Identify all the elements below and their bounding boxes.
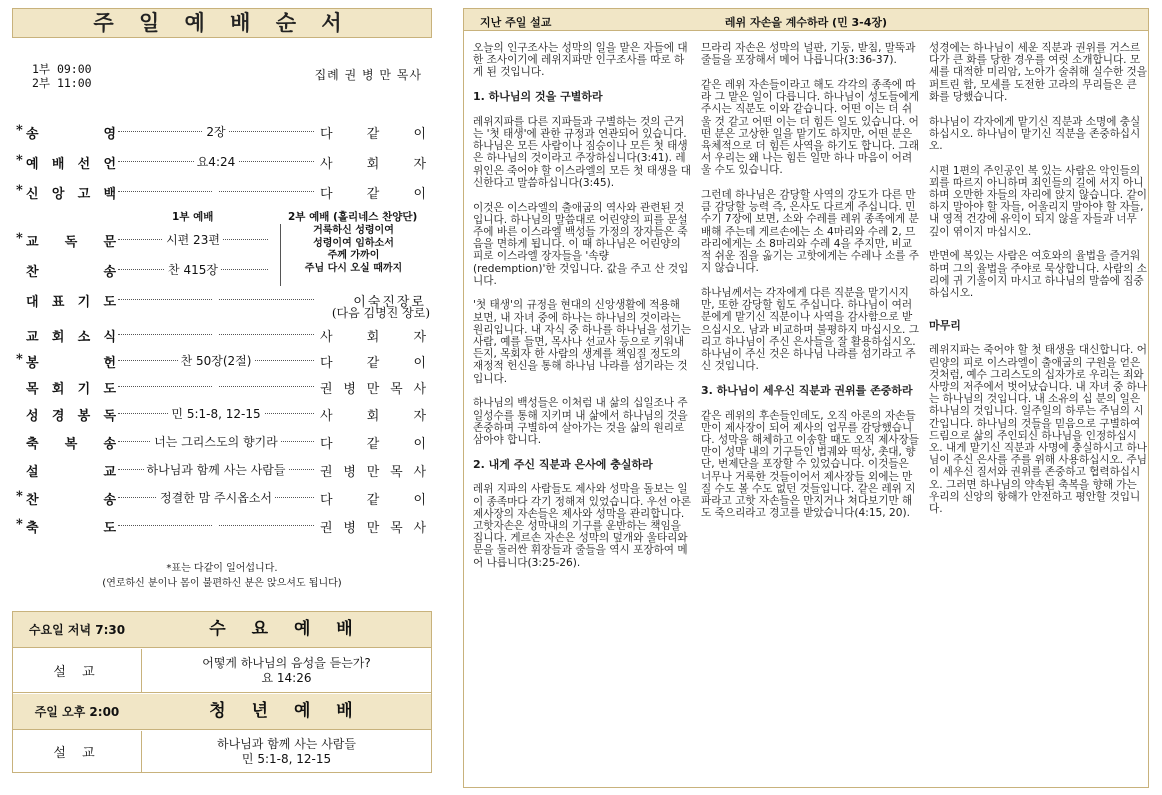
order-item-content — [213, 378, 219, 392]
standing-mark: * — [16, 489, 23, 504]
worship-order-panel — [12, 8, 432, 788]
order-row — [12, 121, 432, 143]
order-item-person: 권 병 만 목 사 — [320, 521, 426, 536]
order-item-person: 다 같 이 — [320, 187, 426, 202]
standing-mark: * — [16, 123, 23, 138]
sermon-paragraph: 시편 1편의 주인공인 복 있는 사람은 악인들의 꾀를 따르지 아니하며 죄인들의 길에 서지 아니하며 오만한 자들의 자리에 앉지 않습니다. 같이 하지 말아야 할 자들, 어울리지 말아야 할 자들, 내 영적 건강에 유익이 되지 않을 자들과 너무 깊이 엮이지 마십시오. — [929, 164, 1148, 238]
order-item-content: 시편 23편 — [163, 233, 223, 247]
order-row — [12, 431, 432, 453]
youth-service-name: 청 년 예 배 — [209, 701, 363, 721]
sermon-paragraph: 레위 지파의 사람들도 제사와 성막을 돌보는 일이 종족마다 각기 정해져 있었습니다. 우선 아론 제사장의 자손들은 제사와 성막을 관리합니다. 고핫자손은 성막내의 기구를 운반하는 책임을 집니다. 게르손 자손은 성막의 덮개와 울타리와 문을 둘러싼 휘장들과 줄들을 역시 포장하여 메어 나릅니다(3:25-26). — [473, 483, 692, 569]
second-service-label: 2부 예배 (홀리네스 찬양단) — [288, 211, 418, 223]
youth-sermon-label: 설 교 — [53, 746, 101, 761]
order-item-content: 민 5:1-8, 12-15 — [168, 407, 263, 421]
youth-sermon-title: 하나님과 함께 사는 사람들 — [217, 736, 356, 751]
order-item-content: 2장 — [203, 125, 228, 139]
sermon-paragraph: 같은 레위 자손들이라고 해도 각각의 종족에 따라 그 맡은 일이 다릅니다. 하나님이 성도들에게 주시는 직분도 이와 같습니다. 어떤 이는 더 쉬울 것 같고 어떤 이는 더 힘든 일도 있습니다. 어떤 분은 고상한 일을 맡기도 하지만, 어떤 분은 육체적으로 더 힘든 사역을 하기도 합니다. 그래서 우리는 왜 나는 힘든 일만 하나 마음이 어려울 수도 있습니다. — [701, 78, 920, 177]
order-item-content: 찬 415장 — [165, 263, 221, 277]
standing-mark: * — [16, 517, 23, 532]
sermon-paragraph: 성경에는 하나님이 세운 직분과 권위를 거스르다가 큰 화를 당한 경우를 여럿 소개합니다. 모세를 대적한 미리암, 노아가 술취해 실수한 것을 퍼트린 함, 모세를 도전한 고라의 무리들은 큰 화를 당했습니다. — [929, 42, 1148, 103]
order-item-person: 사 회 자 — [320, 330, 426, 345]
youth-time: 주일 오후 2:00 — [34, 705, 120, 719]
order-row — [12, 181, 432, 203]
sermon-paragraph: 하나님께서는 각자에게 다른 직분을 맡기시지만, 또한 감당할 힘도 주십니다. 하나님이 여러분에게 맡기신 직분이나 사역을 감사함으로 받으십시오. 남과 비교하며 불평하지 마십시오. 그리고 하나님이 주신 은사들을 잘 활용하십시오. 하나님이 주신 것은 하나님 나라를 섬기라고 주신 것입니다. — [701, 286, 920, 373]
footnote-stand: *표는 다같이 일어섭니다. — [166, 563, 278, 574]
sermon-paragraph: '첫 태생'의 규정을 현대의 신앙생활에 적용해 보면, 내 자녀 중에 하나는 하나님의 것이라는 원리입니다. 내 자식 중 하나를 하나님을 섬기는 사람, 예를 들면, 목사나 선교사 등으로 키워내든지, 목회자 한 사람의 생계를 책임질 정도의 재정적 헌신을 통해 하나님 나라를 섬기라는 것입니다. — [473, 299, 692, 385]
order-item-name: 축 복 송 — [26, 437, 116, 452]
order-item-name: 예 배 선 언 — [26, 157, 116, 172]
youth-sermon-ref: 민 5:1-8, 12-15 — [241, 751, 332, 766]
order-row — [12, 515, 432, 537]
wednesday-sermon — [141, 649, 431, 692]
sermon-panel — [463, 8, 1149, 788]
sermon-title: 레위 자손을 계수하라 (민 3-4장) — [724, 16, 888, 29]
order-row — [12, 324, 432, 346]
hymn-item: 주님 다시 오실 때까지 — [304, 262, 403, 274]
order-item-person: 권 병 만 목 사 — [320, 465, 426, 480]
section-heading: 마무리 — [929, 318, 961, 332]
representative-next: (다음 김명진 장로) — [331, 306, 430, 320]
order-item-name: 교 독 문 — [26, 235, 116, 250]
order-item-name: 송 영 — [26, 127, 116, 142]
order-item-content: 찬 50장(2절) — [178, 354, 255, 368]
sermon-label: 지난 주일 설교 — [480, 16, 552, 29]
youth-sermon — [141, 731, 431, 772]
order-item-name: 찬 송 — [26, 493, 116, 508]
order-row — [12, 459, 432, 481]
sermon-column-2 — [701, 42, 919, 532]
order-item-name: 설 교 — [26, 465, 116, 480]
wednesday-time: 수요일 저녁 7:30 — [28, 623, 126, 637]
hymn-item: 성령이여 임하소서 — [313, 237, 394, 249]
wednesday-sermon-label: 설 교 — [53, 665, 101, 680]
order-item-content: 하나님과 함께 사는 사람들 — [144, 463, 289, 477]
order-item-name: 대 표 기 도 — [26, 295, 116, 310]
wednesday-sermon-row — [13, 649, 431, 693]
order-item-content: 너는 그리스도의 향기라 — [151, 435, 281, 449]
sermon-paragraph: 반면에 복있는 사람은 여호와의 율법을 즐거워하며 그의 율법을 주야로 묵상합니다. 사람의 소리에 귀 기울이지 마시고 하나님의 말씀에 집중하십시오. — [929, 250, 1148, 299]
sermon-paragraph: 하나님이 각자에게 맡기신 직분과 소명에 충실하십시오. 하나님이 맡기신 직분을 존중하십시오. — [929, 115, 1141, 152]
standing-mark: * — [16, 183, 23, 198]
section-heading: 3. 하나님이 세우신 직분과 권위를 존중하라 — [701, 383, 913, 397]
section-heading: 1. 하나님의 것을 구별하라 — [473, 90, 603, 104]
order-item-content — [213, 517, 219, 531]
service-times — [32, 62, 92, 90]
sermon-paragraph: 므라리 자손은 성막의 널판, 기둥, 받침, 말뚝과 줄들을 포장해서 메어 나릅니다(3:36-37). — [701, 42, 916, 67]
hymn-item: 주께 가까이 — [327, 250, 380, 261]
youth-sermon-row — [13, 731, 431, 772]
sermon-paragraph: 레위지파는 죽어야 할 첫 태생을 대신합니다. 어린양의 피로 이스라엘이 출애굽의 구원을 얻은 것처럼, 예수 그리스도의 십자가로 우리는 죄와 사망의 저주에서 벗어났습니다. 내 자녀 중 하나는 하나님의 것입니다. 내 소유의 십 분의 일은 하나님의 것입니다. 일주일의 하루는 주님의 시간입니다. 하나님의 것들을 믿음으로 구별하여 드림으로 삶의 주인되신 하나님을 인정하십시오. 내게 맡기신 직분과 사명에 충실하시고 하나님이 주신 은사를 주를 위해 사용하십시오. 주님이 세우신 질서와 권위를 존중하고 협력하십시오. 그러면 하나님의 약속된 축복을 향해 가는 우리의 신앙의 항해가 안전하고 평안할 것입니다. — [929, 344, 1148, 515]
standing-mark: * — [16, 153, 23, 168]
order-item-name: 찬 송 — [26, 265, 116, 280]
wednesday-sermon-ref: 요 14:26 — [261, 670, 312, 685]
sermon-column-3 — [929, 42, 1147, 528]
order-item-person: 다 같 이 — [320, 437, 426, 452]
standing-mark: * — [16, 352, 23, 367]
sermon-header — [464, 9, 1148, 31]
second-service-hymns — [280, 224, 426, 286]
order-item-person: 사 회 자 — [320, 409, 426, 424]
page-title: 주 일 예 배 순 서 — [12, 8, 432, 38]
sermon-column-1 — [473, 42, 691, 581]
sermon-paragraph: 같은 레위의 후손들인데도, 오직 아론의 자손들만이 제사장이 되어 제사의 업무를 감당했습니다. 성막을 해체하고 이송할 때도 오직 제사장들만이 성막 내의 기구들인 법궤와 떡상, 촛대, 향단, 번제단을 포장할 수 있었습니다. 이것들은 너무나 거룩한 것들이어서 제사장들 외에는 만질 수도 볼 수도 없던 것들입니다. 같은 레위 지파라고 고핫 자손들은 만지거나 쳐다보기만 해도 죽으리라고 경고를 받았습니다(4:15, 20). — [701, 409, 920, 520]
order-item-person: 권 병 만 목 사 — [320, 382, 426, 397]
order-row — [12, 350, 432, 372]
other-services-box — [12, 611, 432, 773]
order-item-person: 다 같 이 — [320, 493, 426, 508]
order-row — [12, 151, 432, 173]
order-item-content — [213, 291, 219, 305]
sermon-paragraph: 이것은 이스라엘의 출애굽의 역사와 관련된 것입니다. 하나님의 말씀대로 어린양의 피를 문설주에 바른 이스라엘 백성들 가정의 장자들은 죽음을 면하게 됩니다. 이 때 하나님은 어린양의 피로 이스라엘 장자들을 '속량(redemption)'한 것입니다. 값을 주고 산 것입니다. — [473, 201, 689, 287]
footnote — [12, 561, 432, 591]
order-item-person: 다 같 이 — [320, 127, 426, 142]
order-item-content: 정결한 맘 주시옵소서 — [157, 491, 275, 505]
wednesday-header — [13, 612, 431, 648]
section-heading: 2. 내게 주신 직분과 은사에 충실하라 — [473, 457, 653, 471]
order-item-name: 축 도 — [26, 521, 116, 536]
youth-header — [13, 694, 431, 730]
order-row — [12, 487, 432, 509]
sermon-paragraph: 하나님의 백성들은 이처럼 내 삶의 십일조나 주일성수를 통해 지키며 내 삶에서 하나님의 것을 존중하며 구별하여 살아가는 것을 삶의 원리로 삼아야 합니다. — [473, 397, 688, 446]
order-item-name: 봉 헌 — [26, 356, 116, 371]
service-time-2: 2부 11:00 — [32, 76, 92, 90]
order-item-content: 요4:24 — [194, 155, 239, 169]
service-time-1: 1부 09:00 — [32, 62, 92, 76]
order-item-content — [213, 183, 219, 197]
order-row — [12, 376, 432, 398]
order-item-person: 다 같 이 — [320, 356, 426, 371]
standing-mark: * — [16, 231, 23, 246]
footnote-seated: (연로하신 분이나 몸이 불편하신 분은 앉으셔도 됩니다) — [102, 578, 342, 589]
order-item-content — [213, 326, 219, 340]
first-service-label: 1부 예배 — [172, 211, 214, 223]
sermon-paragraph: 그런데 하나님은 감당할 사역의 강도가 다른 만큼 감당할 능력 즉, 은사도 다르게 주십니다. 민수기 7장에 보면, 소와 수레를 레위 종족에게 분배해 주는데 게르손에는 소 4마리와 수레 2, 므라리에게는 소 8마리와 수레 4을 주지만, 비교적 쉬운 짐을 옮기는 고핫에게는 수레나 소를 주지 않습니다. — [701, 189, 920, 275]
hymn-item: 거룩하신 성령이여 — [313, 225, 394, 236]
order-item-name: 교 회 소 식 — [26, 330, 116, 345]
order-row — [12, 403, 432, 425]
sermon-paragraph: 오늘의 인구조사는 성막의 일을 맡은 자들에 대한 조사이기에 레위지파만 인구조사를 따로 하게 된 것입니다. — [473, 42, 688, 79]
order-item-person: 사 회 자 — [320, 157, 426, 172]
wednesday-service-name: 수 요 예 배 — [209, 619, 363, 639]
presiding-minister: 집례 권 병 만 목사 — [314, 68, 422, 82]
order-item-name: 목 회 기 도 — [26, 382, 116, 397]
order-item-person: 이숙진장로 — [353, 295, 426, 310]
sermon-paragraph: 레위지파를 다른 지파들과 구별하는 것의 근거는 '첫 태생'에 관한 규정과 연관되어 있습니다. 하나님은 모든 사람이나 짐승이나 모든 첫 태생은 하나님의 것이라고 주장하십니다(3:41). 레위인은 죽어야 할 이스라엘의 모든 첫 태생을 대신한다고 말씀하십니다(3:45). — [473, 115, 692, 189]
order-item-name: 성 경 봉 독 — [26, 409, 116, 424]
order-item-name: 신 앙 고 백 — [26, 187, 116, 202]
spacer — [929, 312, 1147, 320]
wednesday-sermon-title: 어떻게 하나님의 음성을 듣는가? — [202, 655, 371, 670]
